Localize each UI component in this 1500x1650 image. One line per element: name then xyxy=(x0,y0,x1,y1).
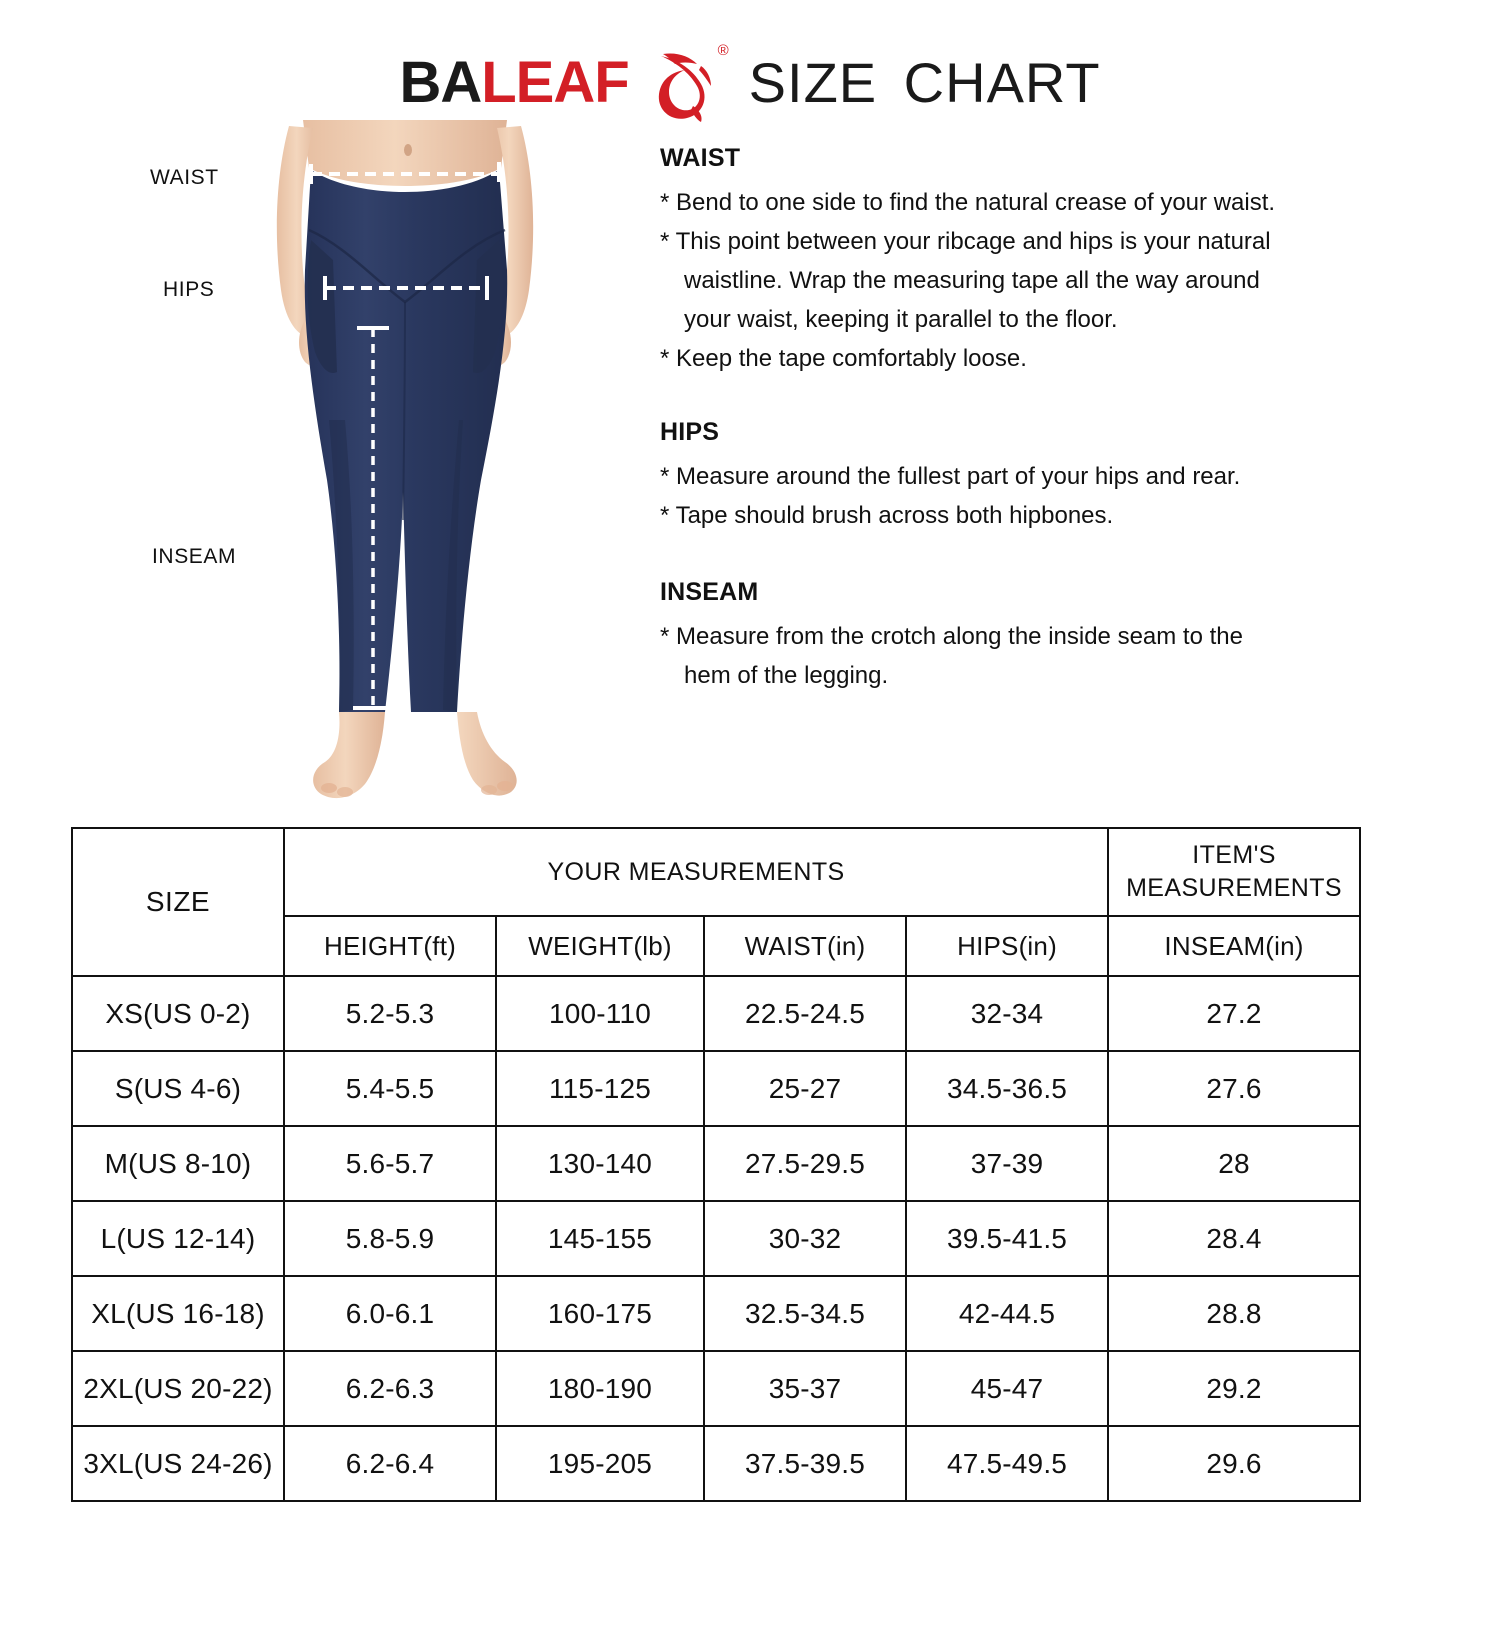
size-chart-table-container xyxy=(71,827,1359,1502)
cell-size: S(US 4-6) xyxy=(72,1051,284,1126)
cell-hips: 45-47 xyxy=(906,1351,1108,1426)
model-diagram xyxy=(0,120,660,810)
instruction-block-inseam xyxy=(660,578,1500,696)
instruction-line: * This point between your ribcage and hips is your natural xyxy=(660,227,1271,255)
cell-hips: 37-39 xyxy=(906,1126,1108,1201)
cell-inseam: 28.8 xyxy=(1108,1276,1360,1351)
cell-waist: 22.5-24.5 xyxy=(704,976,906,1051)
header-items-measurements: ITEM'S MEASUREMENTS xyxy=(1108,828,1360,916)
cell-hips: 47.5-49.5 xyxy=(906,1426,1108,1501)
cell-height: 6.0-6.1 xyxy=(284,1276,496,1351)
cell-size: L(US 12-14) xyxy=(72,1201,284,1276)
instruction-line: * Tape should brush across both hipbones. xyxy=(660,502,1114,530)
table-row xyxy=(72,1051,1360,1126)
header-size: SIZE xyxy=(72,828,284,976)
header-height: HEIGHT(ft) xyxy=(284,916,496,976)
brand-logo-ba: BA xyxy=(399,50,482,115)
header-your-measurements: YOUR MEASUREMENTS xyxy=(284,828,1108,916)
spacer xyxy=(660,384,1500,418)
baleaf-flame-icon xyxy=(641,40,727,126)
cell-inseam: 28.4 xyxy=(1108,1201,1360,1276)
cell-waist: 27.5-29.5 xyxy=(704,1126,906,1201)
cell-height: 5.6-5.7 xyxy=(284,1126,496,1201)
cell-waist: 35-37 xyxy=(704,1351,906,1426)
instruction-heading-inseam: INSEAM xyxy=(660,578,759,607)
cell-waist: 25-27 xyxy=(704,1051,906,1126)
table-header xyxy=(72,828,1360,976)
instruction-line: waistline. Wrap the measuring tape all the way around xyxy=(684,266,1260,294)
cell-height: 6.2-6.4 xyxy=(284,1426,496,1501)
cell-waist: 37.5-39.5 xyxy=(704,1426,906,1501)
cell-weight: 160-175 xyxy=(496,1276,704,1351)
cell-weight: 145-155 xyxy=(496,1201,704,1276)
table-row xyxy=(72,1201,1360,1276)
spacer xyxy=(660,542,1500,578)
cell-hips: 42-44.5 xyxy=(906,1276,1108,1351)
cell-height: 5.8-5.9 xyxy=(284,1201,496,1276)
page-title: SIZE CHART xyxy=(748,51,1101,114)
size-chart-table xyxy=(71,827,1361,1502)
cell-weight: 180-190 xyxy=(496,1351,704,1426)
diagram-label-waist: WAIST xyxy=(150,166,219,189)
cell-hips: 34.5-36.5 xyxy=(906,1051,1108,1126)
measuring-instructions xyxy=(660,120,1500,810)
cell-size: 2XL(US 20-22) xyxy=(72,1351,284,1426)
registered-trademark-icon: ® xyxy=(717,42,729,59)
table-row xyxy=(72,1126,1360,1201)
cell-weight: 195-205 xyxy=(496,1426,704,1501)
cell-inseam: 29.2 xyxy=(1108,1351,1360,1426)
header-hips: HIPS(in) xyxy=(906,916,1108,976)
cell-waist: 32.5-34.5 xyxy=(704,1276,906,1351)
cell-weight: 130-140 xyxy=(496,1126,704,1201)
table-row xyxy=(72,1276,1360,1351)
instruction-line: * Measure from the crotch along the inside seam to the xyxy=(660,623,1243,651)
cell-inseam: 27.6 xyxy=(1108,1051,1360,1126)
instruction-line: * Measure around the fullest part of your hips and rear. xyxy=(660,463,1241,491)
instruction-line: your waist, keeping it parallel to the floor. xyxy=(684,305,1118,333)
cell-weight: 115-125 xyxy=(496,1051,704,1126)
instruction-heading-hips: HIPS xyxy=(660,418,720,447)
cell-inseam: 27.2 xyxy=(1108,976,1360,1051)
cell-size: 3XL(US 24-26) xyxy=(72,1426,284,1501)
header-waist: WAIST(in) xyxy=(704,916,906,976)
cell-weight: 100-110 xyxy=(496,976,704,1051)
page-header xyxy=(0,0,1500,120)
cell-hips: 39.5-41.5 xyxy=(906,1201,1108,1276)
instruction-block-waist xyxy=(660,144,1500,378)
table-row xyxy=(72,976,1360,1051)
cell-inseam: 28 xyxy=(1108,1126,1360,1201)
cell-height: 5.4-5.5 xyxy=(284,1051,496,1126)
cell-inseam: 29.6 xyxy=(1108,1426,1360,1501)
instruction-line: * Bend to one side to find the natural crease of your waist. xyxy=(660,189,1276,216)
diagram-label-hips: HIPS xyxy=(163,278,215,301)
instruction-line: hem of the legging. xyxy=(684,662,889,689)
table-header-row-groups xyxy=(72,828,1360,916)
table-body xyxy=(72,976,1360,1501)
cell-height: 6.2-6.3 xyxy=(284,1351,496,1426)
cell-waist: 30-32 xyxy=(704,1201,906,1276)
table-row xyxy=(72,1351,1360,1426)
header-inseam: INSEAM(in) xyxy=(1108,916,1360,976)
instruction-heading-waist: WAIST xyxy=(660,144,741,172)
leggings-model-photo xyxy=(225,120,585,810)
brand-logo-text xyxy=(399,50,629,115)
brand-logo-leaf: LEAF xyxy=(481,50,629,115)
diagram-label-inseam: INSEAM xyxy=(152,545,237,568)
header-weight: WEIGHT(lb) xyxy=(496,916,704,976)
cell-size: M(US 8-10) xyxy=(72,1126,284,1201)
cell-size: XL(US 16-18) xyxy=(72,1276,284,1351)
table-row xyxy=(72,1426,1360,1501)
cell-height: 5.2-5.3 xyxy=(284,976,496,1051)
top-section xyxy=(0,120,1500,810)
cell-size: XS(US 0-2) xyxy=(72,976,284,1051)
instruction-block-hips xyxy=(660,418,1500,536)
cell-hips: 32-34 xyxy=(906,976,1108,1051)
instruction-line: * Keep the tape comfortably loose. xyxy=(660,344,1027,372)
